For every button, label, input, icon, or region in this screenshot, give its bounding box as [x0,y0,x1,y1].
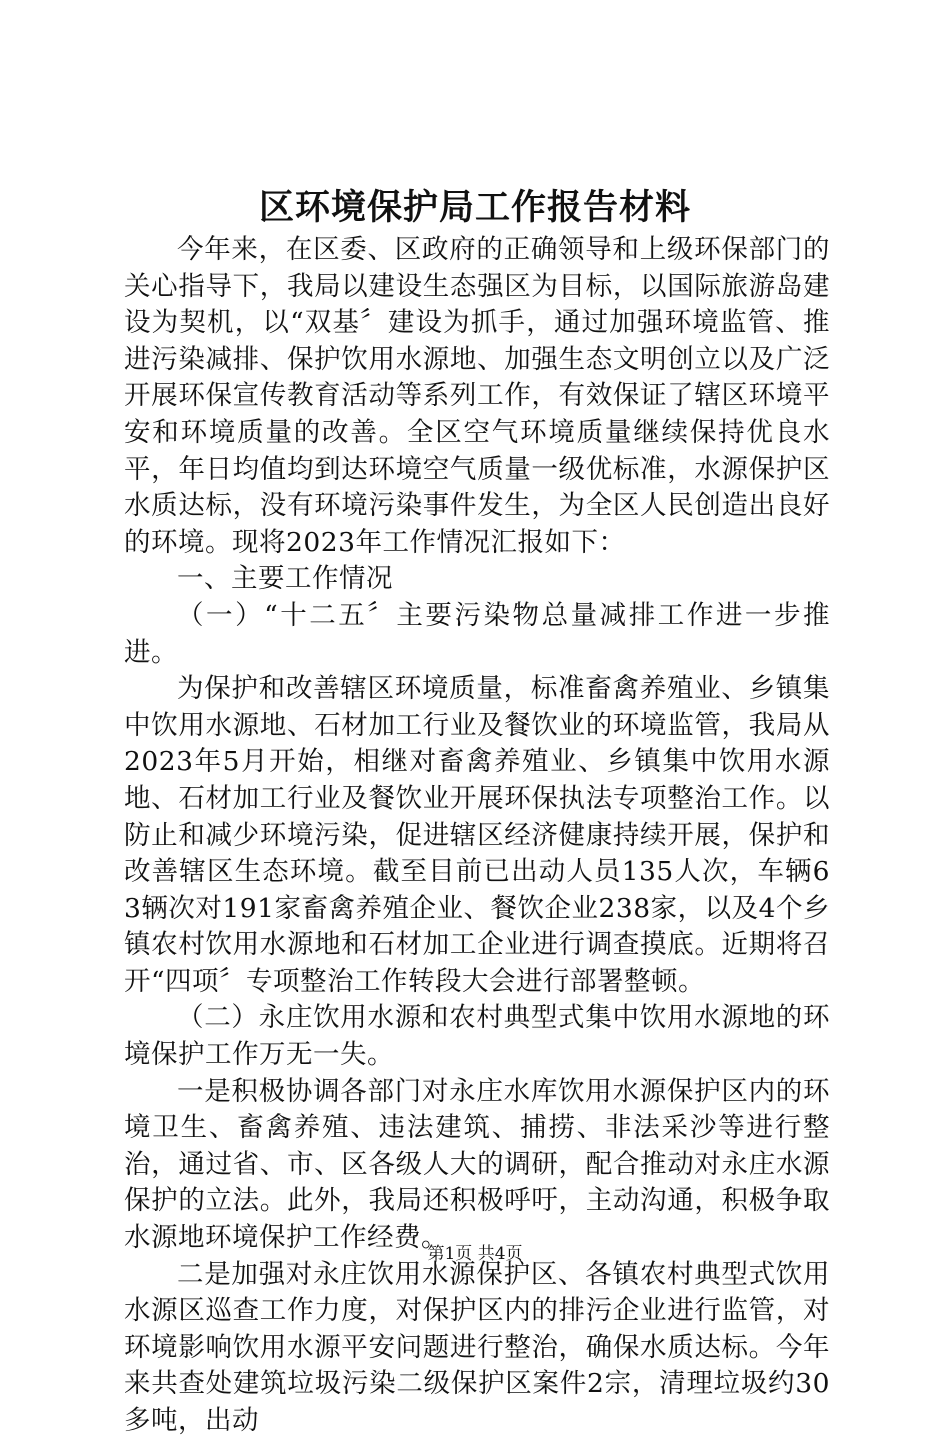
paragraph-second-measure: 二是加强对永庄饮用水源保护区、各镇农村典型式饮用水源区巡查工作力度，对保护区内的排污企业进行监管，对环境影响饮用水源平安问题进行整治，确保水质达标。今年来共查处建筑垃圾污染二级保护区案件2宗，清理垃圾约30多吨，出动 [124,1258,830,1436]
section-heading: 一、主要工作情况 [177,563,393,595]
paragraph-intro: 今年来，在区委、区政府的正确领导和上级环保部门的关心指导下，我局以建设生态强区为目标，以国际旅游岛建设为契机，以“双基〞建设为抓手，通过加强环境监管、推进污染减排、保护饮用水源地、加强生态文明创立以及广泛开展环保宣传教育活动等系列工作，有效保证了辖区环境平安和环境质量的改善。全区空气环境质量继续保持优良水平，年日均值均到达环境空气质量一级优标准，水源保护区水质达标，没有环境污染事件发生，为全区人民创造出良好的环境。现将2023年工作情况汇报如下： [124,234,830,558]
paragraph-first-measure: 一是积极协调各部门对永庄水库饮用水源保护区内的环境卫生、畜禽养殖、违法建筑、捕捞、非法采沙等进行整治，通过省、市、区各级人大的调研，配合推动对永庄水源保护的立法。此外，我局还积极呼吁，主动沟通，积极争取水源地环境保护工作经费。 [124,1075,830,1254]
page-number: 第1页 共4页 [427,1244,523,1264]
subsection-heading-2: （二）永庄饮用水源和农村典型式集中饮用水源地的环境保护工作万无一失。 [124,1002,830,1071]
paragraph-emission-reduction: 为保护和改善辖区环境质量，标准畜禽养殖业、乡镇集中饮用水源地、石材加工行业及餐饮业的环境监管，我局从2023年5月开始，相继对畜禽养殖业、乡镇集中饮用水源地、石材加工行业及餐饮业开展环保执法专项整治工作。以防止和减少环境污染，促进辖区经济健康持续开展，保护和改善辖区生态环境。截至目前已出动人员135人次，车辆63辆次对191家畜禽养殖企业、餐饮企业238家，以及4个乡镇农村饮用水源地和石材加工企业进行调查摸底。近期将召开“四项〞专项整治工作转段大会进行部署整顿。 [124,673,830,997]
document-title: 区环境保护局工作报告材料 [258,187,691,228]
subsection-heading-1: （一）“十二五〞主要污染物总量减排工作进一步推进。 [124,599,830,668]
